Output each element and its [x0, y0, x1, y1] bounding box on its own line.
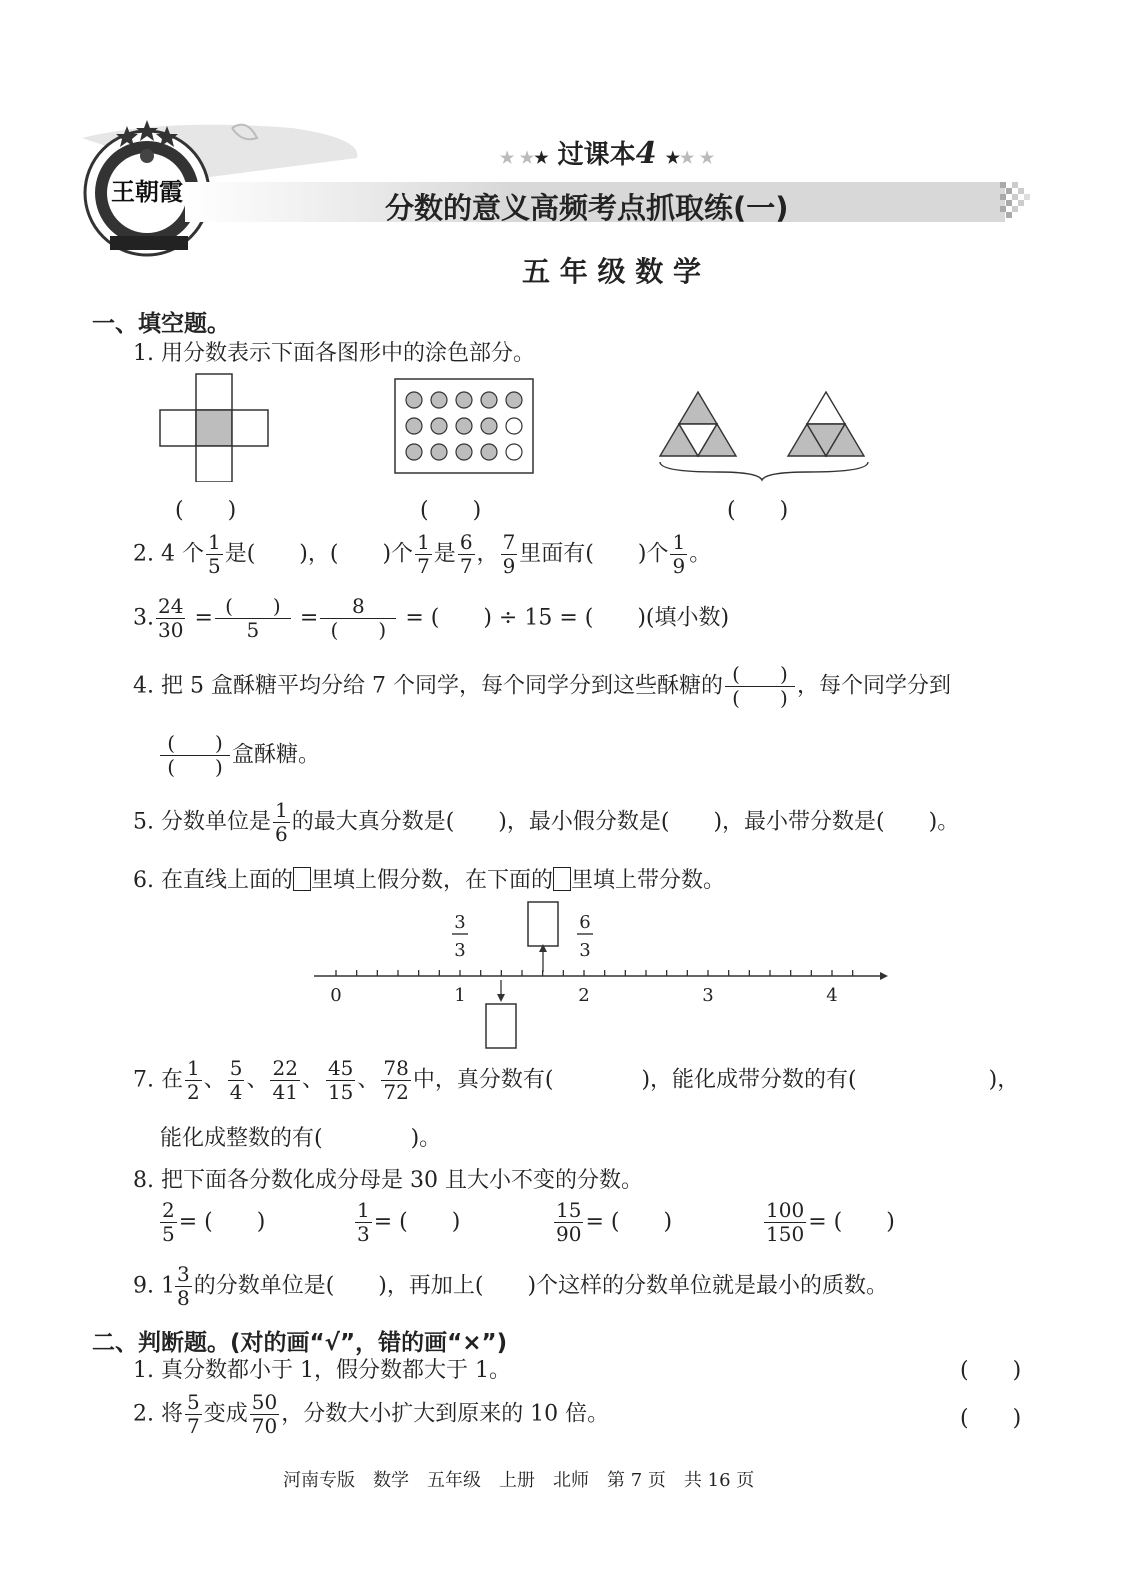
q7-frac-3: $\frac{22}{41}$: [272, 1056, 298, 1104]
number-line: [310, 900, 890, 1052]
q2-frac-2: $\frac{1}{7}$: [417, 530, 430, 578]
circles-figure: [395, 379, 533, 473]
q8-text: 8. 把下面各分数化成分母是 30 且大小不变的分数。: [133, 1168, 643, 1193]
q8-item-2: $\frac{1}{3}$ = ( ): [357, 1198, 461, 1246]
s2-q2-blank[interactable]: ( ): [960, 1406, 1022, 1431]
q4-frac-1: $\frac{( )}{( )}$: [725, 664, 795, 709]
q3-frac-3: $\frac{8}{( )}$: [320, 596, 396, 641]
q7-line-2: 能化成整数的有( )。: [160, 1126, 442, 1151]
number-line-label: 1: [454, 985, 466, 1006]
q3-line: 3. $\frac{24}{30}$ = $\frac{( )}{5}$ = $\frac{8}{( )}$ = ( ) ÷ 15 = ( )(填小数): [133, 594, 730, 642]
page-title: 分数的意义高频考点抓取练(一): [385, 191, 789, 225]
q1-blank-3[interactable]: ( ): [727, 498, 789, 523]
page-footer: 河南专版 数学 五年级 上册 北师 第 7 页 共 16 页: [283, 1470, 755, 1491]
q7-line-1: 7. 在 $\frac{1}{2}$ 、 $\frac{5}{4}$ 、 $\frac{22}{41}$ 、 $\frac{45}{15}$ 、 $\frac{78}{72}$ 中，真分数有( )，能化成带分数的有( )，: [133, 1056, 1020, 1104]
s2-q1-text: 1. 真分数都小于 1，假分数都大于 1。: [133, 1358, 511, 1383]
q8-item-1: $\frac{2}{5}$ = ( ): [162, 1198, 266, 1246]
triangles-figure: [660, 392, 868, 480]
q7-frac-2: $\frac{5}{4}$: [229, 1056, 243, 1104]
q2-frac-3: $\frac{6}{7}$: [459, 530, 473, 578]
cross-figure: [160, 374, 268, 482]
q5-line: 5. 分数单位是 $\frac{1}{6}$ 的最大真分数是( )，最小假分数是( )，最小带分数是( )。: [133, 798, 960, 846]
q1-blank-1[interactable]: ( ): [175, 498, 237, 523]
s2-q2-frac-2: $\frac{50}{70}$: [251, 1390, 278, 1438]
s2-q1-blank[interactable]: ( ): [960, 1358, 1022, 1383]
logo-text: 王朝霞: [111, 177, 183, 206]
q7-frac-1: $\frac{1}{2}$: [186, 1056, 200, 1104]
nl-frac-a-num: 3: [454, 912, 466, 933]
page-subtitle: 五 年 级 数 学: [522, 255, 701, 288]
nl-frac-b-den: 3: [579, 940, 591, 961]
empty-box: [293, 867, 311, 891]
checker-decoration: [1000, 182, 1036, 222]
q1-blank-2[interactable]: ( ): [420, 498, 482, 523]
q9-line: 9. 1 $\frac{3}{8}$ 的分数单位是( )，再加上( )个这样的分数单位就是最小的质数。: [133, 1262, 889, 1310]
nl-frac-a-den: 3: [454, 940, 466, 961]
number-line-label: 0: [330, 985, 342, 1006]
q1-text: 1. 用分数表示下面各图形中的涂色部分。: [133, 341, 535, 366]
q5-frac: $\frac{1}{6}$: [274, 798, 288, 846]
empty-box: [553, 867, 571, 891]
q7-frac-5: $\frac{78}{72}$: [383, 1056, 409, 1104]
q2-frac-1: $\frac{1}{5}$: [207, 530, 221, 578]
series-line: ★ ★★ 过课本4 ★★ ★: [500, 136, 715, 171]
q4-line-2: $\frac{( )}{( )}$ 盒酥糖。: [158, 733, 320, 778]
q8-item-3: $\frac{15}{90}$ = ( ): [556, 1198, 673, 1246]
section1-heading: 一、填空题。: [92, 311, 230, 337]
s2-q2-line: 2. 将 $\frac{5}{7}$ 变成 $\frac{50}{70}$ ，分数大小扩大到原来的 10 倍。: [133, 1390, 610, 1438]
s2-q2-frac-1: $\frac{5}{7}$: [186, 1390, 200, 1438]
q9-frac: $\frac{3}{8}$: [176, 1262, 190, 1310]
q2-frac-5: $\frac{1}{9}$: [672, 530, 686, 578]
q1-figures: [158, 372, 878, 482]
section2-heading: 二、判断题。(对的画“√”，错的画“×”): [92, 1330, 508, 1356]
q4-line-1: 4. 把 5 盒酥糖平均分给 7 个同学，每个同学分到这些酥糖的 $\frac{( )}{( )}$ ，每个同学分到: [133, 662, 951, 710]
answer-box-bottom[interactable]: [486, 1004, 516, 1048]
nl-frac-b-num: 6: [579, 912, 591, 933]
q6-line: 6. 在直线上面的 里填上假分数，在下面的 里填上带分数。: [133, 868, 726, 893]
q7-frac-4: $\frac{45}{15}$: [327, 1056, 354, 1104]
number-line-label: 3: [702, 985, 714, 1006]
q3-frac-1: $\frac{24}{30}$: [158, 594, 184, 642]
q8-item-4: $\frac{100}{150}$ = ( ): [766, 1198, 895, 1246]
q3-frac-2: $\frac{( )}{5}$: [215, 596, 291, 641]
q2-frac-4: $\frac{7}{9}$: [502, 530, 516, 578]
number-line-label: 4: [826, 985, 838, 1006]
q4-frac-2: $\frac{( )}{( )}$: [160, 733, 230, 778]
number-line-label: 2: [578, 985, 590, 1006]
q2-line: 2. 4 个 $\frac{1}{5}$ 是( )，( )个 $\frac{1}{7}$ 是 $\frac{6}{7}$ ， $\frac{7}{9}$ 里面有( )个 $\frac{1}{9}$ 。: [133, 530, 712, 578]
answer-box-top[interactable]: [528, 902, 558, 946]
